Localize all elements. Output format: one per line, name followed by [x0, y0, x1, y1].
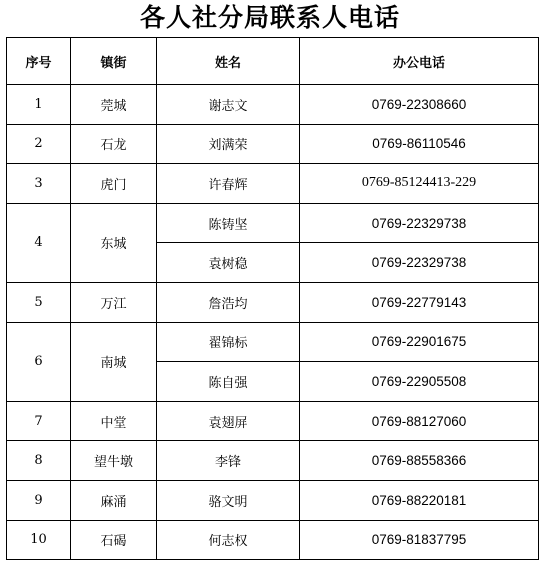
row-index: 1: [7, 85, 71, 125]
contact-phone: 0769-88220181: [300, 480, 539, 520]
contact-name: 何志权: [157, 520, 300, 560]
page-title: 各人社分局联系人电话: [139, 3, 400, 32]
row-town: 中堂: [71, 401, 157, 441]
row-index: 10: [7, 520, 71, 560]
table-row: [7, 441, 539, 481]
contact-name: 陈自强: [157, 362, 300, 402]
contact-phone: 0769-86110546: [300, 124, 539, 164]
row-town: 石龙: [71, 124, 157, 164]
contact-phone: 0769-88127060: [300, 401, 539, 441]
row-index: 4: [7, 203, 71, 282]
contact-name: 詹浩均: [157, 282, 300, 322]
table-row: [7, 480, 539, 520]
contact-name: 翟锦标: [157, 322, 300, 362]
row-index: 8: [7, 441, 71, 481]
table-row: [7, 85, 539, 125]
row-index: 9: [7, 480, 71, 520]
row-index: 6: [7, 322, 71, 401]
contact-phone: 0769-22905508: [300, 362, 539, 402]
row-index: 3: [7, 164, 71, 204]
table-row: [7, 124, 539, 164]
contact-phone: 0769-81837795: [300, 520, 539, 560]
contact-name: 许春辉: [157, 164, 300, 204]
table-row: [7, 164, 539, 204]
row-town: 麻涌: [71, 480, 157, 520]
contact-phone: 0769-22329738: [300, 243, 539, 283]
row-index: 2: [7, 124, 71, 164]
table-row: [7, 203, 539, 243]
row-town: 虎门: [71, 164, 157, 204]
contact-name: 袁翅屏: [157, 401, 300, 441]
contact-phone: 0769-88558366: [300, 441, 539, 481]
row-town: 万江: [71, 282, 157, 322]
contact-name: 陈铸坚: [157, 203, 300, 243]
header-index: 序号: [7, 38, 71, 85]
contact-phone: 0769-22779143: [300, 282, 539, 322]
contact-name: 刘满荣: [157, 124, 300, 164]
row-town: 南城: [71, 322, 157, 401]
row-town: 石碣: [71, 520, 157, 560]
contact-name: 谢志文: [157, 85, 300, 125]
table-row: [7, 520, 539, 560]
contact-name: 袁树稳: [157, 243, 300, 283]
contacts-table: [6, 37, 539, 560]
row-index: 7: [7, 401, 71, 441]
header-name: 姓名: [157, 38, 300, 85]
row-town: 望牛墩: [71, 441, 157, 481]
table-row: [7, 322, 539, 362]
contact-name: 骆文明: [157, 480, 300, 520]
row-index: 5: [7, 282, 71, 322]
table-row: [7, 401, 539, 441]
contact-phone: 0769-22308660: [300, 85, 539, 125]
row-town: 莞城: [71, 85, 157, 125]
row-town: 东城: [71, 203, 157, 282]
contact-phone: 0769-22329738: [300, 203, 539, 243]
header-town: 镇街: [71, 38, 157, 85]
contact-phone: 0769-22901675: [300, 322, 539, 362]
table-header-row: [7, 38, 539, 85]
header-phone: 办公电话: [300, 38, 539, 85]
contact-phone: 0769-85124413-229: [300, 164, 539, 204]
contact-name: 李锋: [157, 441, 300, 481]
table-row: [7, 282, 539, 322]
